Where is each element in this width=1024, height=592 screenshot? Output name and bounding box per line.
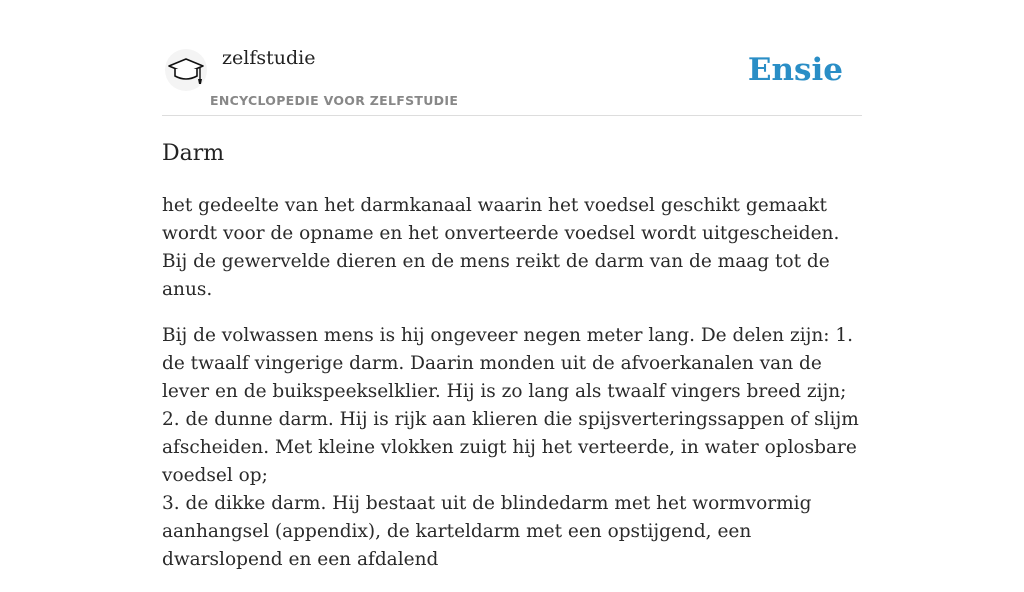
site-name-link[interactable]: zelfstudie xyxy=(222,47,316,69)
paragraph-definition: het gedeelte van het darmkanaal waarin het voedsel geschikt gemaakt wordt voor de opname en het onverteerde voedsel wordt uitgescheiden. Bij de gewervelde dieren en de mens reikt de darm van de maag tot de anus. xyxy=(162,195,840,300)
page-title: Darm xyxy=(162,141,225,166)
site-tagline: ENCYCLOPEDIE VOOR ZELFSTUDIE xyxy=(210,93,459,108)
paragraph-details xyxy=(162,322,862,574)
detail-line: 3. de dikke darm. Hij bestaat uit de blindedarm met het wormvormig aanhangsel (appendix), de karteldarm met een opstijgend, een dwarslopend en een afdalend xyxy=(162,493,812,570)
graduation-cap-icon[interactable] xyxy=(164,48,208,92)
site-header xyxy=(162,0,862,116)
detail-line: Bij de volwassen mens is hij ongeveer negen meter lang. De delen zijn: 1. de twaalf vingerige darm. Daarin monden uit de afvoerkanalen van de lever en de buikspeekselklier. Hij is zo lang als twaalf vingers breed zijn; xyxy=(162,325,854,402)
detail-line: 2. de dunne darm. Hij is rijk aan klieren die spijsverteringssappen of slijm afscheiden. Met kleine vlokken zuigt hij het verteerde, in water oplosbare voedsel op; xyxy=(162,409,859,486)
main-container xyxy=(162,0,862,570)
ensie-logo-link[interactable]: Ensie xyxy=(747,52,843,88)
article-body xyxy=(162,192,862,592)
